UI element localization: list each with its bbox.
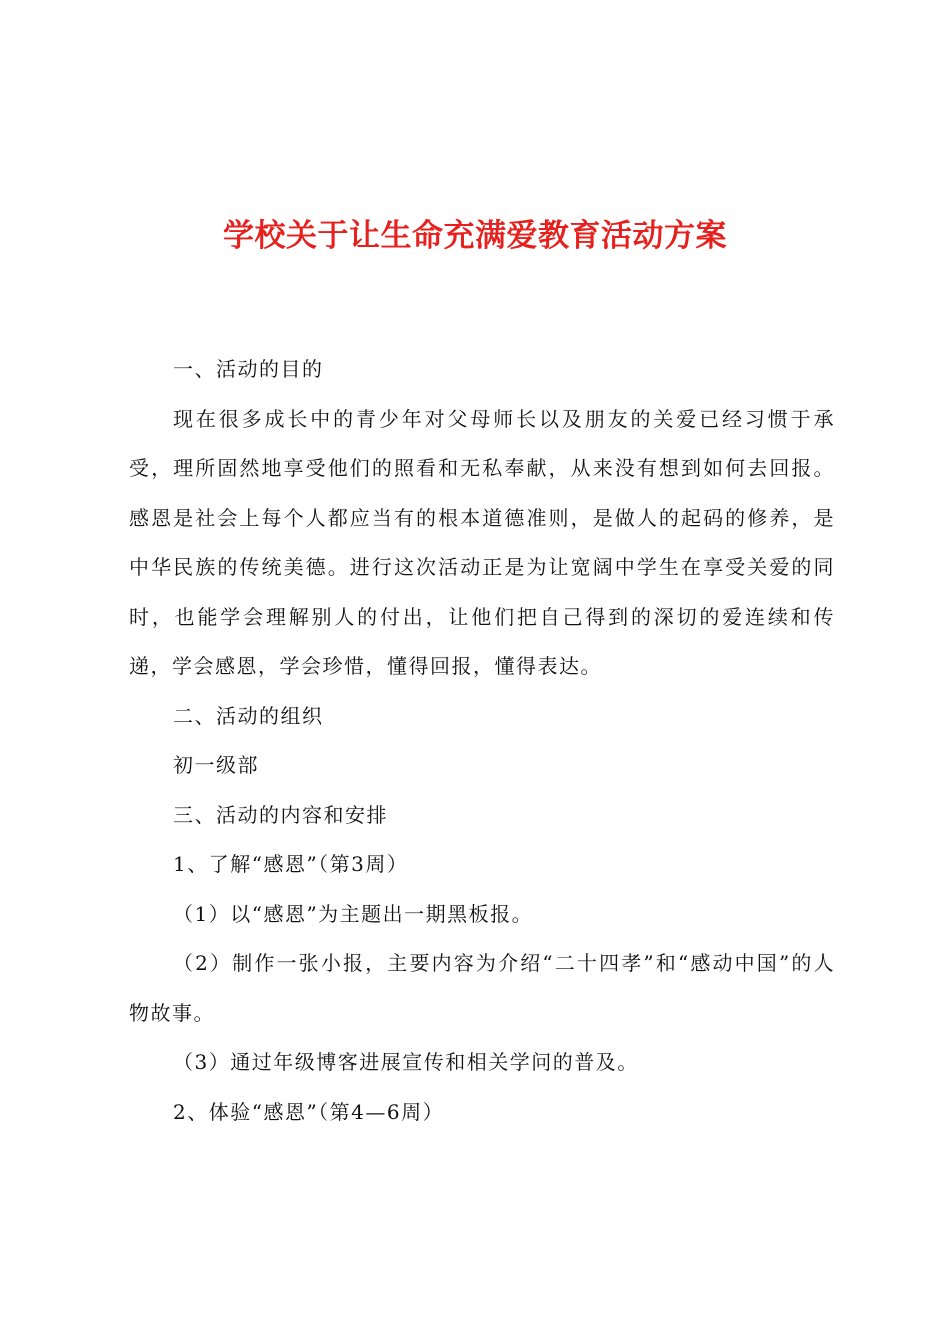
document-body bbox=[129, 345, 835, 1137]
list-item-sub-3: （3）通过年级博客进展宣传和相关学问的普及。 bbox=[173, 1050, 639, 1074]
paragraph-organization: 初一级部 bbox=[173, 753, 259, 777]
list-item-sub-1: （1）以“感恩”为主题出一期黑板报。 bbox=[173, 901, 534, 926]
list-item-step-1: 1、了解“感恩”（第3周） bbox=[173, 852, 409, 876]
section-heading-organization: 二、活动的组织 bbox=[173, 703, 324, 728]
section-heading-content: 三、活动的内容和安排 bbox=[173, 802, 388, 827]
paragraph-purpose: 现在很多成长中的青少年对父母师长以及朋友的关爱已经习惯于承受，理所固然地享受他们的照看和无私奉献，从来没有想到如何去回报。感恩是社会上每个人都应当有的根本道德准则，是做人的起码的修养，是中华民族的传统美德。进行这次活动正是为让宽阔中学生在享受关爱的同时，也能学会理解别人的付出，让他们把自己得到的深切的爱连续和传递，学会感恩，学会珍惜，懂得回报，懂得表达。 bbox=[129, 406, 835, 678]
section-heading-purpose: 一、活动的目的 bbox=[173, 357, 324, 381]
document-title: 学校关于让生命充满爱教育活动方案 bbox=[223, 218, 727, 254]
list-item-sub-2: （2）制作一张小报，主要内容为介绍“二十四孝”和“感动中国”的人物故事。 bbox=[129, 951, 835, 1025]
list-item-step-2: 2、体验“感恩”（第4—6周） bbox=[173, 1099, 445, 1124]
